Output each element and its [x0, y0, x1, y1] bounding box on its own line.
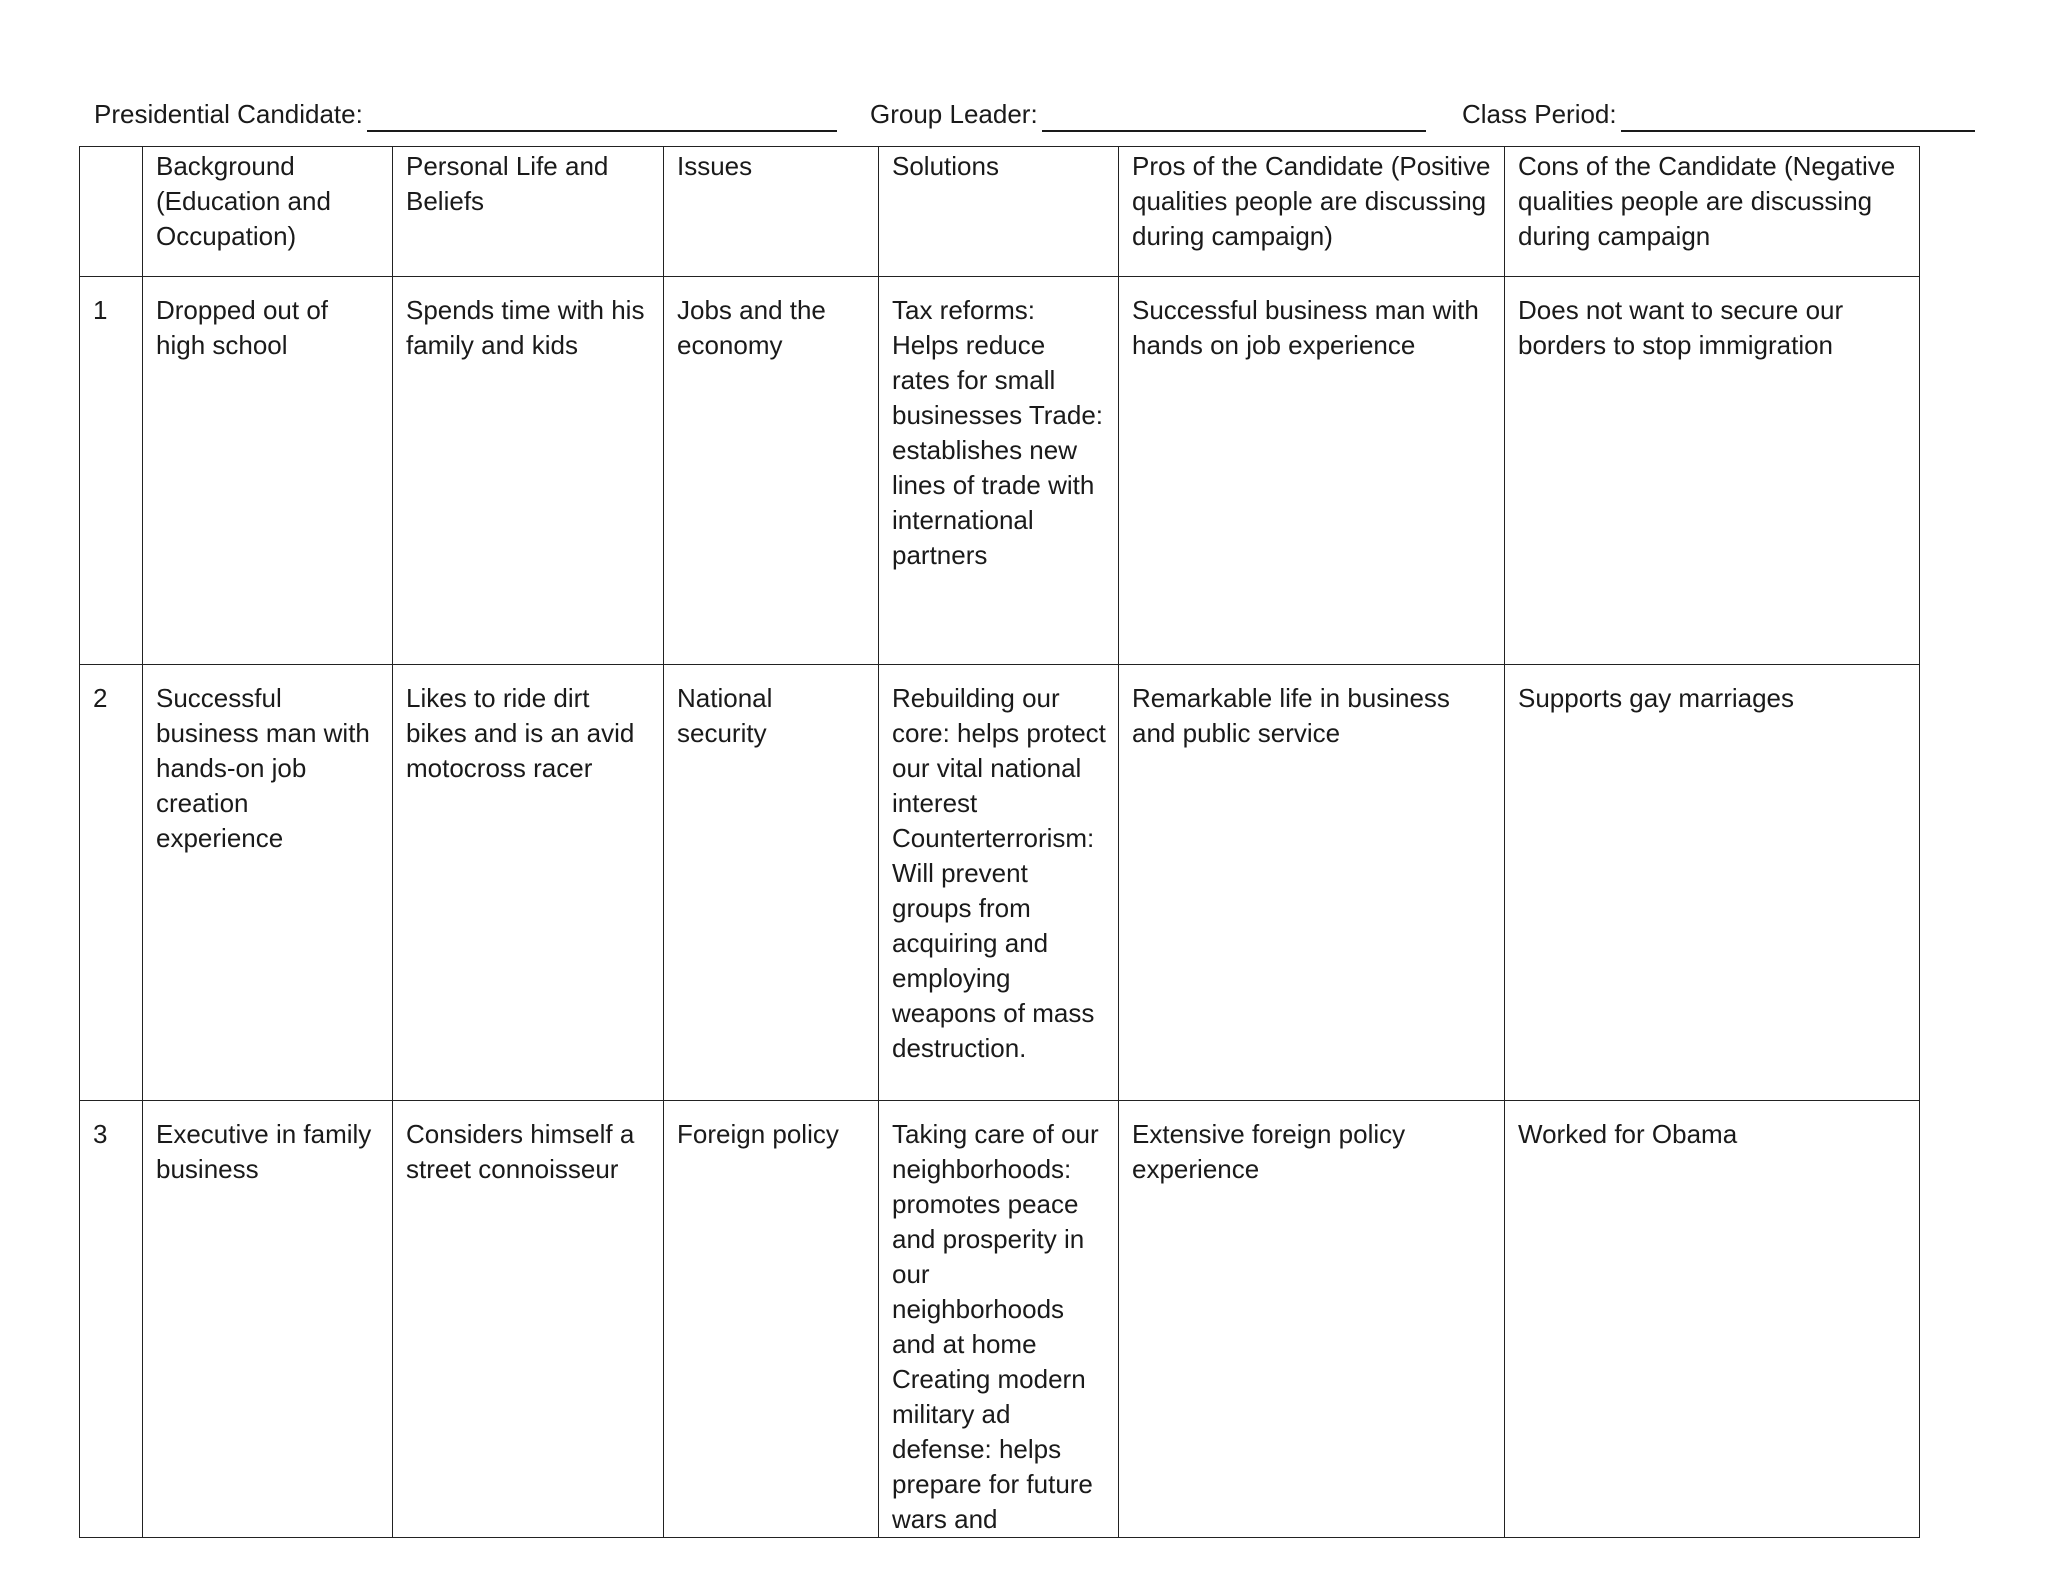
candidate-table [79, 146, 1920, 1538]
pros-cell: Extensive foreign policy experience [1119, 1101, 1505, 1538]
table-row [80, 1101, 1920, 1538]
row-number-cell: 2 [80, 665, 143, 1101]
pros-cell: Successful business man with hands on job experience [1119, 277, 1505, 665]
header-cell-number [80, 147, 143, 277]
row-number-cell: 1 [80, 277, 143, 665]
personal-life-cell: Spends time with his family and kids [393, 277, 664, 665]
cons-cell: Does not want to secure our borders to stop immigration [1505, 277, 1920, 665]
issues-cell: National security [664, 665, 879, 1101]
table-row [80, 665, 1920, 1101]
table-header-row [80, 147, 1920, 277]
background-cell: Dropped out of high school [143, 277, 393, 665]
header-cell-cons: Cons of the Candidate (Negative qualities people are discussing during campaign [1505, 147, 1920, 277]
table-row [80, 277, 1920, 665]
issues-cell: Foreign policy [664, 1101, 879, 1538]
cons-cell: Worked for Obama [1505, 1101, 1920, 1538]
header-cell-background: Background (Education and Occupation) [143, 147, 393, 277]
presidential-candidate-label: Presidential Candidate: [94, 99, 363, 129]
cons-cell: Supports gay marriages [1505, 665, 1920, 1101]
issues-cell: Jobs and the economy [664, 277, 879, 665]
solutions-cell: Taking care of our neighborhoods: promotes peace and prosperity in our neighborhoods and at home Creating modern military ad defense: helps prepare for future wars and [879, 1101, 1119, 1538]
header-cell-issues: Issues [664, 147, 879, 277]
presidential-candidate-blank[interactable] [367, 102, 837, 132]
pros-cell: Remarkable life in business and public service [1119, 665, 1505, 1101]
worksheet-header [94, 96, 1974, 132]
group-leader-label: Group Leader: [870, 99, 1038, 129]
header-cell-pros: Pros of the Candidate (Positive qualities people are discussing during campaign) [1119, 147, 1505, 277]
solutions-cell: Rebuilding our core: helps protect our vital national interest Counterterrorism: Will prevent groups from acquiring and employing weapons of mass destruction. [879, 665, 1119, 1101]
class-period-label: Class Period: [1462, 99, 1617, 129]
class-period-field [1462, 96, 1975, 132]
header-cell-personal-life: Personal Life and Beliefs [393, 147, 664, 277]
presidential-candidate-field [94, 96, 837, 132]
group-leader-field [870, 96, 1426, 132]
solutions-cell: Tax reforms: Helps reduce rates for small businesses Trade: establishes new lines of trade with international partners [879, 277, 1119, 665]
personal-life-cell: Considers himself a street connoisseur [393, 1101, 664, 1538]
class-period-blank[interactable] [1621, 102, 1975, 132]
background-cell: Executive in family business [143, 1101, 393, 1538]
header-cell-solutions: Solutions [879, 147, 1119, 277]
row-number-cell: 3 [80, 1101, 143, 1538]
group-leader-blank[interactable] [1042, 102, 1426, 132]
personal-life-cell: Likes to ride dirt bikes and is an avid motocross racer [393, 665, 664, 1101]
background-cell: Successful business man with hands-on job creation experience [143, 665, 393, 1101]
